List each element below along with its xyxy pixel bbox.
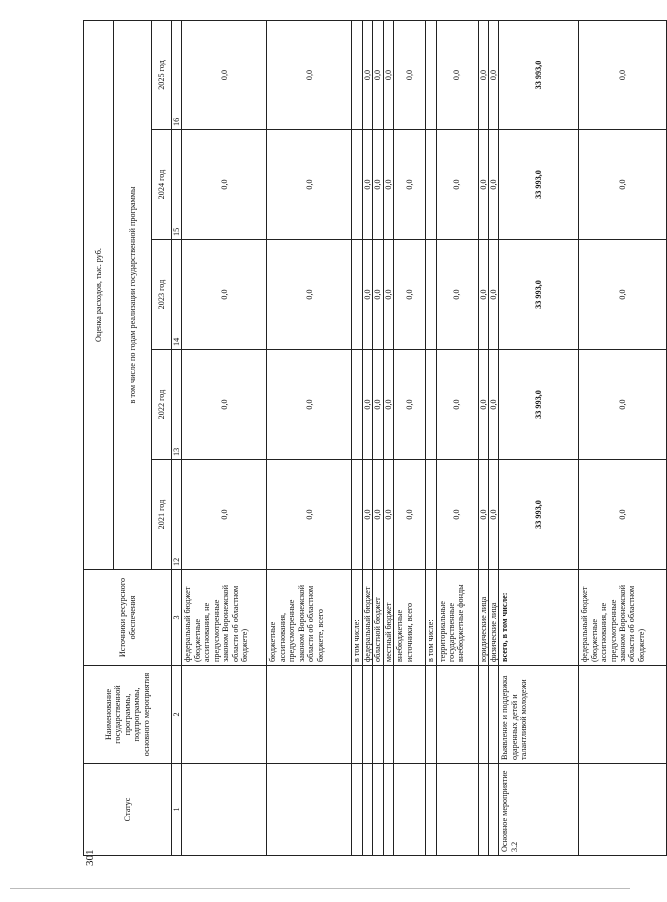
header-name: Наименование государственной программы, подпрограммы, основного мероприятия <box>84 666 172 764</box>
name-cell <box>579 666 667 764</box>
value-cell: 0,0 <box>478 20 488 129</box>
value-cell: 0,0 <box>373 130 383 240</box>
status-cell <box>352 764 362 856</box>
value-cell: 0,0 <box>373 20 383 129</box>
column-number: 12 <box>172 460 182 570</box>
source-cell: бюджетные ассигнования, предусмотренные законом Воронежской области об областном бюджете, всего <box>267 570 352 666</box>
source-cell: областной бюджет <box>373 570 383 666</box>
value-cell: 33 993,0 <box>499 240 579 350</box>
name-cell <box>352 666 362 764</box>
column-number: 2 <box>172 666 182 764</box>
value-cell: 0,0 <box>182 20 267 129</box>
source-cell: федеральный бюджет (бюджетные ассигнования, не предусмотренные законом Воронежской области об областном бюджете) <box>182 570 267 666</box>
source-cell: территориальные государственные внебюджетные фонды <box>436 570 478 666</box>
column-number: 3 <box>172 570 182 666</box>
value-cell: 0,0 <box>579 240 667 350</box>
table-row <box>362 20 372 855</box>
value-cell: 0,0 <box>267 130 352 240</box>
value-cell: 0,0 <box>488 240 498 350</box>
header-year: 2021 год <box>152 460 172 570</box>
table-row <box>352 20 362 855</box>
value-cell: 0,0 <box>394 350 426 460</box>
page-number-container <box>40 440 96 866</box>
rotated-table-container <box>83 21 646 856</box>
source-cell: всего, в том числе: <box>499 570 579 666</box>
table-row <box>488 20 498 855</box>
value-cell: 0,0 <box>182 130 267 240</box>
table-row <box>436 20 478 855</box>
value-cell: 0,0 <box>436 350 478 460</box>
value-cell: 0,0 <box>436 20 478 129</box>
table-row <box>383 20 393 855</box>
value-cell: 0,0 <box>478 130 488 240</box>
status-cell <box>373 764 383 856</box>
name-cell <box>362 666 372 764</box>
source-cell: в том числе: <box>352 570 362 666</box>
table-row <box>394 20 426 855</box>
name-cell <box>436 666 478 764</box>
value-cell: 0,0 <box>383 240 393 350</box>
page-number: 301 <box>84 849 96 866</box>
status-cell <box>362 764 372 856</box>
value-cell: 0,0 <box>488 130 498 240</box>
table-row <box>426 20 436 855</box>
source-cell: физические лица <box>488 570 498 666</box>
source-cell: федеральный бюджет <box>362 570 372 666</box>
value-cell: 0,0 <box>394 130 426 240</box>
value-cell: 0,0 <box>383 460 393 570</box>
value-cell: 0,0 <box>362 460 372 570</box>
table-row <box>579 20 667 855</box>
value-cell: 0,0 <box>383 20 393 129</box>
value-cell: 33 993,0 <box>499 350 579 460</box>
column-number: 1 <box>172 764 182 856</box>
value-cell <box>352 130 362 240</box>
value-cell: 0,0 <box>478 350 488 460</box>
value-cell: 0,0 <box>267 460 352 570</box>
column-number: 16 <box>172 20 182 129</box>
value-cell: 0,0 <box>436 240 478 350</box>
value-cell: 0,0 <box>373 240 383 350</box>
status-cell <box>267 764 352 856</box>
value-cell: 0,0 <box>394 20 426 129</box>
name-cell <box>426 666 436 764</box>
table-row <box>182 20 267 855</box>
source-cell: юридические лица <box>478 570 488 666</box>
source-cell: местный бюджет <box>383 570 393 666</box>
value-cell: 0,0 <box>267 20 352 129</box>
value-cell: 33 993,0 <box>499 20 579 129</box>
status-cell: Основное мероприятие 3.2 <box>499 764 579 856</box>
value-cell <box>426 130 436 240</box>
value-cell <box>352 460 362 570</box>
value-cell: 0,0 <box>394 240 426 350</box>
value-cell: 33 993,0 <box>499 460 579 570</box>
value-cell: 0,0 <box>383 350 393 460</box>
value-cell: 0,0 <box>362 350 372 460</box>
value-cell: 0,0 <box>267 240 352 350</box>
status-cell <box>426 764 436 856</box>
table-row <box>373 20 383 855</box>
value-cell: 0,0 <box>383 130 393 240</box>
header-source: Источники ресурсного обеспечения <box>84 570 172 666</box>
table-row <box>478 20 488 855</box>
value-cell: 0,0 <box>488 460 498 570</box>
column-number: 15 <box>172 130 182 240</box>
header-by-years: в том числе по годам реализации государственной программы <box>114 20 152 569</box>
value-cell <box>352 240 362 350</box>
value-cell: 0,0 <box>362 130 372 240</box>
name-cell <box>373 666 383 764</box>
value-cell <box>426 20 436 129</box>
source-cell: в том числе: <box>426 570 436 666</box>
value-cell <box>426 350 436 460</box>
value-cell: 0,0 <box>579 20 667 129</box>
status-cell <box>579 764 667 856</box>
value-cell: 0,0 <box>579 130 667 240</box>
value-cell: 0,0 <box>182 460 267 570</box>
value-cell: 0,0 <box>436 130 478 240</box>
name-cell <box>383 666 393 764</box>
name-cell <box>478 666 488 764</box>
header-status: Статус <box>84 764 172 856</box>
status-cell <box>478 764 488 856</box>
value-cell: 33 993,0 <box>499 130 579 240</box>
bottom-rule <box>10 888 630 889</box>
value-cell <box>352 20 362 129</box>
value-cell: 0,0 <box>373 460 383 570</box>
value-cell: 0,0 <box>373 350 383 460</box>
header-year: 2025 год <box>152 20 172 129</box>
status-cell <box>488 764 498 856</box>
value-cell: 0,0 <box>362 240 372 350</box>
name-cell <box>182 666 267 764</box>
name-cell <box>488 666 498 764</box>
value-cell: 0,0 <box>362 20 372 129</box>
table-row <box>499 20 579 855</box>
value-cell <box>352 350 362 460</box>
name-cell <box>267 666 352 764</box>
table-row <box>267 20 352 855</box>
value-cell: 0,0 <box>478 240 488 350</box>
source-cell: федеральный бюджет (бюджетные ассигнования, не предусмотренные законом Воронежской области об областном бюджете) <box>579 570 667 666</box>
value-cell: 0,0 <box>579 460 667 570</box>
value-cell: 0,0 <box>394 460 426 570</box>
name-cell: Выявление и поддержка одаренных детей и талантливой молодежи <box>499 666 579 764</box>
value-cell: 0,0 <box>488 20 498 129</box>
value-cell: 0,0 <box>488 350 498 460</box>
value-cell: 0,0 <box>478 460 488 570</box>
header-year: 2022 год <box>152 350 172 460</box>
status-cell <box>182 764 267 856</box>
value-cell: 0,0 <box>182 350 267 460</box>
value-cell: 0,0 <box>267 350 352 460</box>
value-cell <box>426 460 436 570</box>
value-cell: 0,0 <box>579 350 667 460</box>
value-cell: 0,0 <box>436 460 478 570</box>
name-cell <box>394 666 426 764</box>
value-cell: 0,0 <box>182 240 267 350</box>
status-cell <box>383 764 393 856</box>
header-estimate: Оценка расходов, тыс. руб. <box>84 20 114 569</box>
value-cell <box>426 240 436 350</box>
column-number: 14 <box>172 240 182 350</box>
header-year: 2023 год <box>152 240 172 350</box>
expense-table <box>83 20 667 856</box>
status-cell <box>436 764 478 856</box>
source-cell: внебюджетные источники, всего <box>394 570 426 666</box>
column-number: 13 <box>172 350 182 460</box>
status-cell <box>394 764 426 856</box>
header-year: 2024 год <box>152 130 172 240</box>
